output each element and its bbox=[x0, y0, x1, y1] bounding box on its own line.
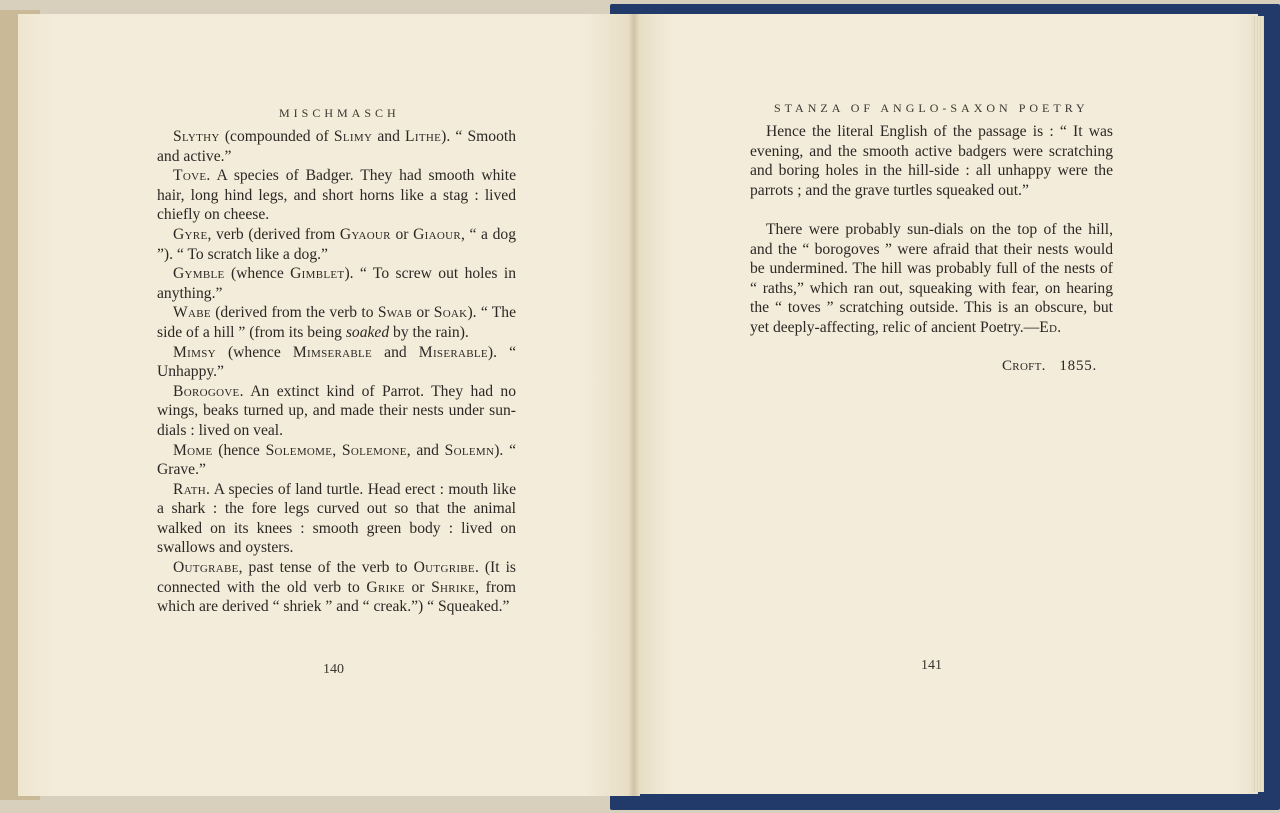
glossary-term: Gyaour bbox=[339, 225, 391, 243]
glossary-entry bbox=[157, 264, 516, 303]
left-running-head: MISCHMASCH bbox=[279, 106, 400, 120]
glossary-text-run: , “ a dog ”). “ To scratch like a dog.” bbox=[157, 225, 516, 263]
glossary-text-run: (compounded of bbox=[219, 128, 334, 145]
glossary-text-run: , from which are derived “ shriek ” and “ creak.”) “ Squeaked.” bbox=[157, 578, 516, 616]
glossary-entry bbox=[157, 558, 516, 617]
glossary-term: Borogove. bbox=[173, 382, 244, 400]
page-edges bbox=[1252, 16, 1264, 792]
glossary-term: Slimy bbox=[333, 128, 373, 145]
glossary-text-run: by the rain). bbox=[389, 323, 469, 341]
glossary-entry bbox=[157, 480, 516, 558]
glossary-term: Solemome bbox=[265, 441, 333, 459]
glossary-text-run: , and bbox=[406, 441, 445, 459]
glossary-text-run: (hence bbox=[212, 441, 266, 459]
book-gutter bbox=[628, 14, 640, 796]
glossary-text-run: (whence bbox=[224, 265, 291, 283]
commentary-text bbox=[750, 122, 1113, 338]
glossary-text-run: A species of Badger. They had smooth white hair, long hind legs, and short horns like a stag : lived chiefly on cheese. bbox=[157, 167, 516, 224]
glossary-term: Gimblet bbox=[290, 265, 345, 283]
commentary-paragraph bbox=[750, 220, 1113, 338]
glossary-text-run: ). “ The side of a hill ” (from its being bbox=[157, 304, 516, 341]
glossary-text-run: . (It is connected with the old verb to bbox=[157, 559, 516, 596]
glossary-term: Soak bbox=[433, 304, 468, 322]
glossary-term: Tove. bbox=[173, 167, 211, 185]
glossary-text-run: A species of land turtle. Head erect : mouth like a shark : the fore legs curved out so that the animal walked on its knees : smooth green body : lived on swallows and oysters. bbox=[157, 480, 516, 557]
glossary-text-run: (derived from the verb to bbox=[210, 304, 378, 322]
glossary-text-run: ). “ To screw out holes in anything.” bbox=[157, 265, 516, 302]
glossary-term: Gyre bbox=[173, 225, 208, 243]
glossary-term: Outgrabe bbox=[173, 559, 239, 577]
glossary-entry bbox=[157, 225, 516, 264]
glossary-term: Grike bbox=[366, 578, 405, 596]
glossary-term: Mimsy bbox=[173, 343, 216, 361]
glossary-text-run: , verb (derived from bbox=[207, 225, 340, 243]
right-running-head: STANZA OF ANGLO-SAXON POETRY bbox=[774, 101, 1089, 115]
glossary-term: Mome bbox=[173, 441, 213, 459]
glossary-text-run: or bbox=[412, 304, 434, 322]
signature-name: Croft. bbox=[1002, 358, 1046, 374]
glossary-entry bbox=[157, 343, 516, 382]
glossary-text-run: soaked bbox=[345, 323, 390, 341]
glossary-text-run: (whence bbox=[215, 343, 293, 361]
left-page-number: 140 bbox=[323, 662, 344, 677]
glossary-term: Wabe bbox=[173, 304, 211, 322]
signature bbox=[1002, 358, 1097, 375]
glossary-term: Miserable bbox=[418, 343, 488, 361]
glossary-text-run: , past tense of the verb to bbox=[238, 559, 414, 577]
glossary-entry bbox=[157, 441, 516, 480]
glossary-text-run: or bbox=[404, 578, 432, 596]
glossary-entry bbox=[157, 303, 516, 342]
glossary-term: Rath. bbox=[173, 480, 211, 498]
glossary-term: Swab bbox=[377, 304, 413, 322]
glossary-text-run: and bbox=[372, 128, 406, 145]
glossary-entry bbox=[157, 166, 516, 225]
glossary-text bbox=[157, 127, 516, 617]
commentary-paragraph: Hence the literal English of the passage is : “ It was evening, and the smooth active badgers were scratching and boring holes in the hill-side : all unhappy were the parrots ; and the grave turtles squeaked out.” bbox=[750, 123, 1113, 199]
glossary-text-run: An extinct kind of Parrot. They had no wings, beaks turned up, and made their nests under sun-dials : lived on veal. bbox=[157, 382, 516, 439]
glossary-term: Solemn bbox=[444, 441, 495, 459]
glossary-entry bbox=[157, 382, 516, 441]
glossary-text-run: , bbox=[332, 441, 342, 459]
glossary-text-run: ). “ Smooth and active.” bbox=[157, 128, 516, 165]
glossary-term: Giaour bbox=[413, 225, 461, 243]
glossary-term: Shrike bbox=[431, 578, 476, 596]
glossary-text-run: ). “ Unhappy.” bbox=[157, 343, 517, 381]
editor-mark: Ed. bbox=[1039, 318, 1062, 336]
right-page-number: 141 bbox=[921, 658, 942, 673]
glossary-text-run: ). “ Grave.” bbox=[157, 441, 516, 479]
glossary-term: Gymble bbox=[173, 265, 225, 283]
glossary-term: Lithe bbox=[405, 128, 442, 145]
glossary-entry bbox=[157, 127, 516, 166]
glossary-term: Mimserable bbox=[292, 343, 373, 361]
commentary-body: There were probably sun-dials on the top of the hill, and the “ borogoves ” were afraid that their nests would be undermined. The hill was probably full of the nests of “ raths,” which ran out, squeaking with fear, on hearing the “ toves ” scratching outside. This is an obscure, but yet deeply-affecting, relic of ancient Poetry.— bbox=[750, 220, 1113, 336]
glossary-text-run: or bbox=[390, 225, 414, 243]
glossary-term: Slythy bbox=[173, 128, 220, 145]
glossary-text-run: and bbox=[372, 343, 419, 361]
signature-year: 1855. bbox=[1059, 358, 1098, 374]
glossary-term: Outgribe bbox=[413, 559, 475, 577]
glossary-term: Solemone bbox=[341, 441, 407, 459]
